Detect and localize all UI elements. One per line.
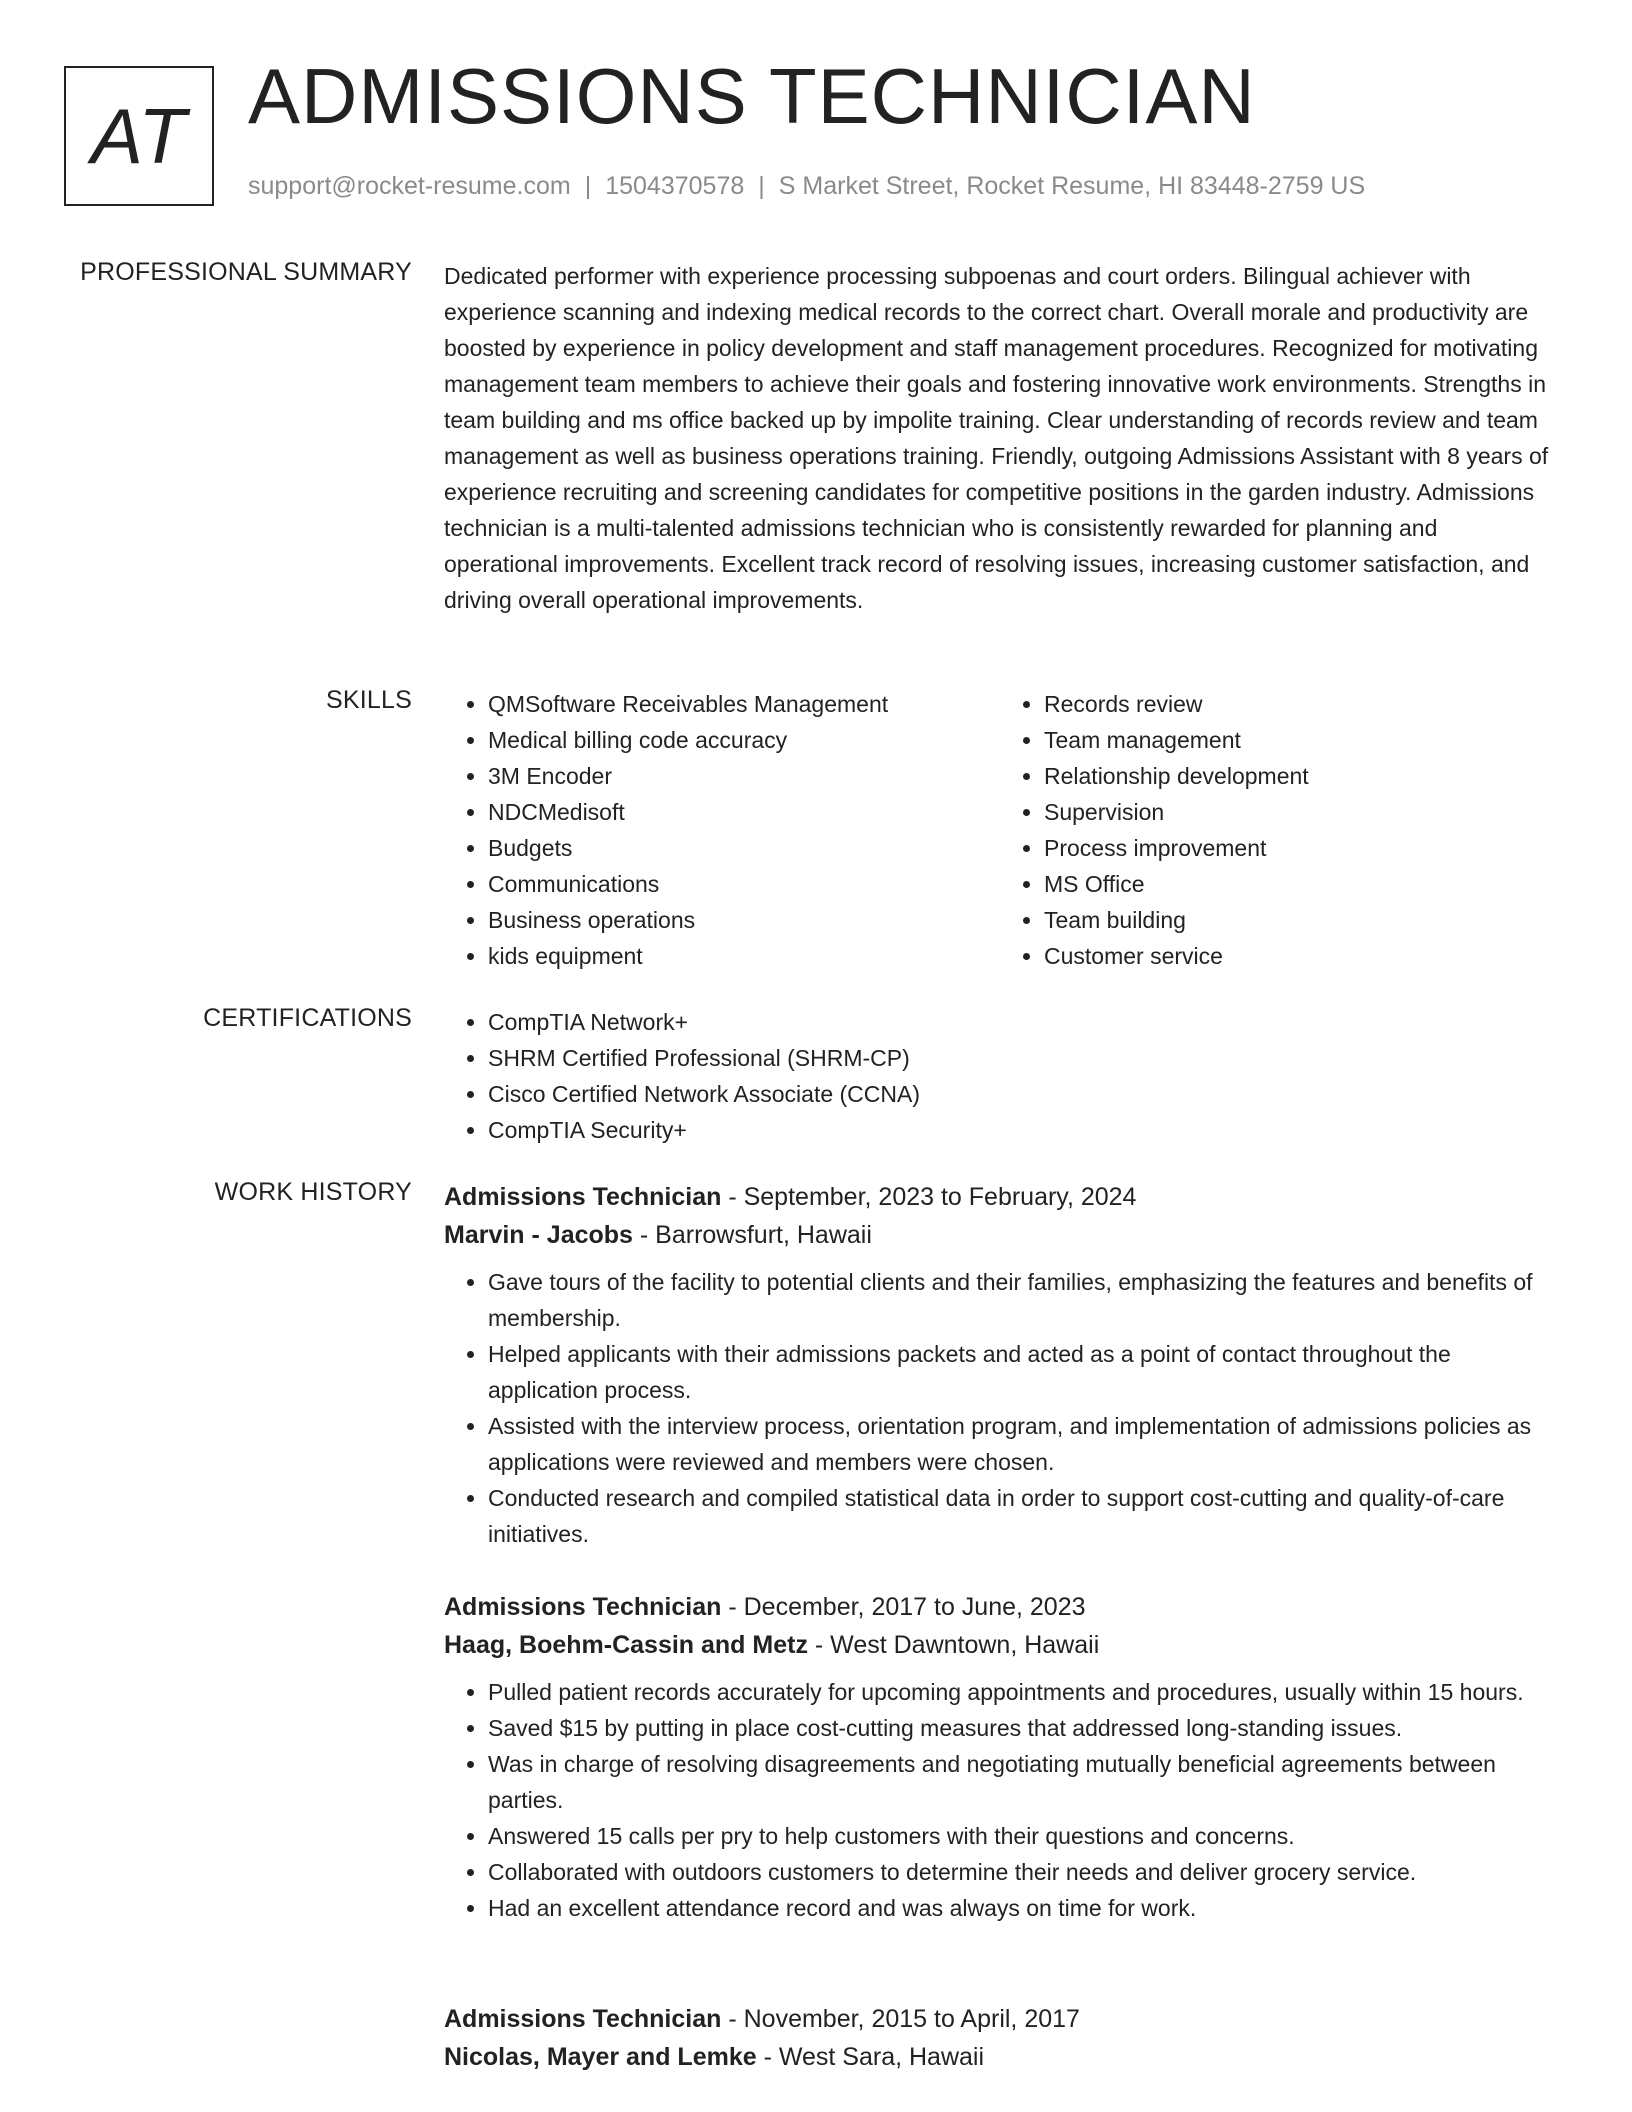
- skill-item: • Customer service: [1044, 938, 1556, 974]
- skill-item: • Team management: [1044, 722, 1556, 758]
- job-role: Admissions Technician: [444, 1183, 722, 1211]
- monogram-initials: AT: [91, 91, 187, 180]
- contact-separator: |: [758, 172, 765, 200]
- skills-list-left: [444, 686, 1000, 974]
- section-title-summary: PROFESSIONAL SUMMARY: [80, 258, 412, 286]
- job-location: - West Sara, Hawaii: [756, 2043, 985, 2071]
- skill-item: • 3M Encoder: [488, 758, 1000, 794]
- job-entry: [444, 2000, 1556, 2076]
- certification-item: • Cisco Certified Network Associate (CCNA): [488, 1076, 1556, 1112]
- certification-item: • CompTIA Network+: [488, 1004, 1556, 1040]
- job-title-line: [444, 1178, 1556, 1216]
- certifications-body: [444, 1004, 1556, 1148]
- skill-item: • Process improvement: [1044, 830, 1556, 866]
- contact-line: [248, 172, 1365, 201]
- job-entry: [444, 1588, 1556, 1926]
- contact-phone: 1504370578: [605, 172, 745, 200]
- job-bullet: • Helped applicants with their admissions packets and acted as a point of contact throughout the application process.: [488, 1336, 1556, 1408]
- job-entry: [444, 1178, 1556, 1552]
- certifications-list: [444, 1004, 1556, 1148]
- skill-item: • Communications: [488, 866, 1000, 902]
- job-company: Nicolas, Mayer and Lemke: [444, 2043, 757, 2071]
- certification-item: • SHRM Certified Professional (SHRM-CP): [488, 1040, 1556, 1076]
- skill-item: • Budgets: [488, 830, 1000, 866]
- section-title-certifications: CERTIFICATIONS: [203, 1004, 412, 1032]
- job-title-line: [444, 2000, 1556, 2038]
- contact-email: support@rocket-resume.com: [248, 172, 571, 200]
- job-dates: - November, 2015 to April, 2017: [721, 2005, 1080, 2033]
- skill-item: • kids equipment: [488, 938, 1000, 974]
- job-dates: - December, 2017 to June, 2023: [721, 1593, 1086, 1621]
- job-location: - West Dawntown, Hawaii: [807, 1631, 1100, 1659]
- skills-columns: [444, 686, 1556, 974]
- skill-item: • MS Office: [1044, 866, 1556, 902]
- job-role: Admissions Technician: [444, 2005, 722, 2033]
- monogram-box: [64, 66, 214, 206]
- job-dates: - September, 2023 to February, 2024: [721, 1183, 1137, 1211]
- skill-item: • QMSoftware Receivables Management: [488, 686, 1000, 722]
- job-bullet: • Saved $15 by putting in place cost-cutting measures that addressed long-standing issues.: [488, 1710, 1556, 1746]
- job-bullet: • Pulled patient records accurately for upcoming appointments and procedures, usually within 15 hours.: [488, 1674, 1556, 1710]
- job-bullets: [444, 1264, 1556, 1552]
- job-company-line: [444, 1216, 1556, 1254]
- skill-item: • Records review: [1044, 686, 1556, 722]
- job-bullet: • Gave tours of the facility to potential clients and their families, emphasizing the features and benefits of membership.: [488, 1264, 1556, 1336]
- job-company-line: [444, 1626, 1556, 1664]
- job-bullet: • Assisted with the interview process, orientation program, and implementation of admissions policies as applications were reviewed and members were chosen.: [488, 1408, 1556, 1480]
- skills-body: [444, 686, 1556, 974]
- job-company-line: [444, 2038, 1556, 2076]
- job-bullet: • Was in charge of resolving disagreements and negotiating mutually beneficial agreements between parties.: [488, 1746, 1556, 1818]
- skill-item: • NDCMedisoft: [488, 794, 1000, 830]
- job-bullet: • Had an excellent attendance record and was always on time for work.: [488, 1890, 1556, 1926]
- certification-item: • CompTIA Security+: [488, 1112, 1556, 1148]
- job-company: Haag, Boehm-Cassin and Metz: [444, 1631, 808, 1659]
- job-location: - Barrowsfurt, Hawaii: [632, 1221, 872, 1249]
- candidate-name: ADMISSIONS TECHNICIAN: [248, 52, 1256, 140]
- contact-separator: |: [584, 172, 592, 200]
- job-title-line: [444, 1588, 1556, 1626]
- job-bullet: • Collaborated with outdoors customers to determine their needs and deliver grocery service.: [488, 1854, 1556, 1890]
- job-bullets: [444, 1674, 1556, 1926]
- section-title-skills: SKILLS: [326, 686, 412, 714]
- skill-item: • Supervision: [1044, 794, 1556, 830]
- contact-address: S Market Street, Rocket Resume, HI 83448-2759 US: [778, 172, 1366, 200]
- skill-item: • Relationship development: [1044, 758, 1556, 794]
- skills-list-right: [1000, 686, 1556, 974]
- section-title-work-history: WORK HISTORY: [214, 1178, 412, 1206]
- skill-item: • Team building: [1044, 902, 1556, 938]
- skill-item: • Business operations: [488, 902, 1000, 938]
- job-bullet: • Conducted research and compiled statistical data in order to support cost-cutting and quality-of-care initiatives.: [488, 1480, 1556, 1552]
- skill-item: • Medical billing code accuracy: [488, 722, 1000, 758]
- summary-text: Dedicated performer with experience processing subpoenas and court orders. Bilingual achiever with experience scanning and indexing medical records to the correct chart. Overall morale and productivity are boosted by experience in policy development and staff management procedures. Recognized for motivating management team members to achieve their goals and fostering innovative work environments. Strengths in team building and ms office backed up by impolite training. Clear understanding of records review and team management as well as business operations training. Friendly, outgoing Admissions Assistant with 8 years of experience recruiting and screening candidates for competitive positions in the garden industry. Admissions technician is a multi-talented admissions technician who is consistently rewarded for planning and operational improvements. Excellent track record of resolving issues, increasing customer satisfaction, and driving overall operational improvements.: [444, 263, 1549, 613]
- job-role: Admissions Technician: [444, 1593, 722, 1621]
- job-company: Marvin - Jacobs: [444, 1221, 633, 1249]
- summary-body: [444, 258, 1556, 618]
- work-history-body: [444, 1178, 1556, 2071]
- job-bullet: • Answered 15 calls per pry to help customers with their questions and concerns.: [488, 1818, 1556, 1854]
